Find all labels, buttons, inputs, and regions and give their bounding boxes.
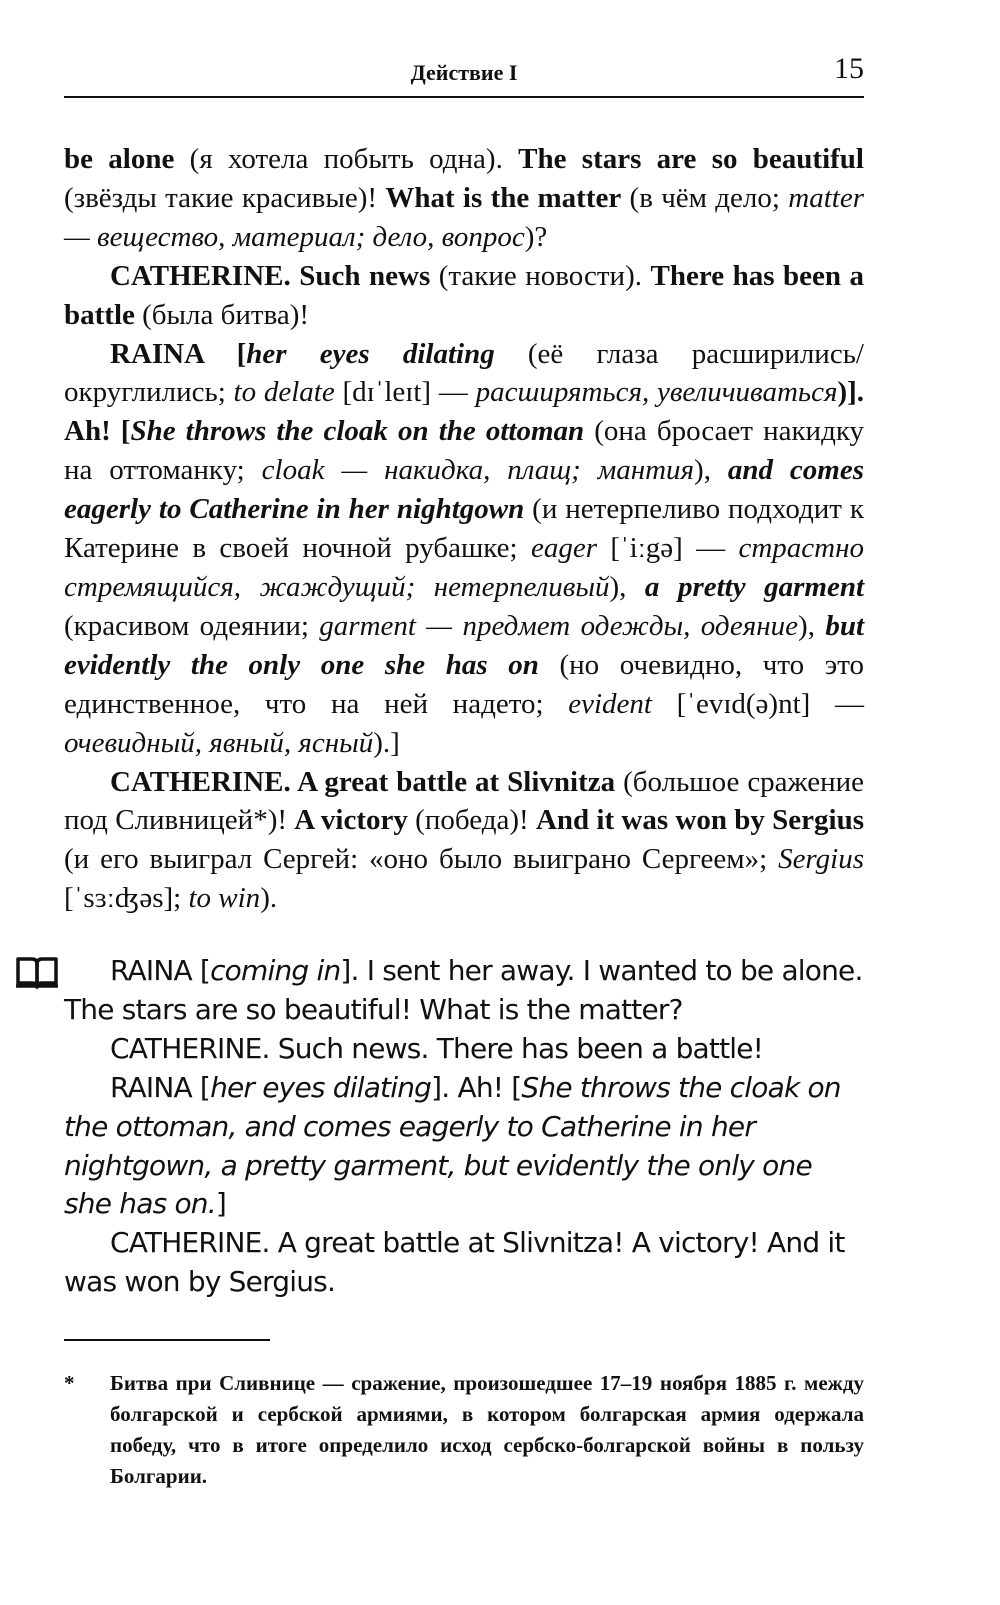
english-stage-direction: and comes eagerly to Catherine in her nightgown (64, 454, 864, 526)
russian-gloss: (её глаза расширились/округлились; (64, 337, 864, 409)
speaker-line: CATHERINE. A great battle at Slivnitza! A victory! And it was won by Sergius. (64, 1226, 845, 1299)
vocab-word: evident (568, 687, 652, 720)
english-stage-direction: but evidently the only one she has on (64, 609, 864, 681)
speaker-line: RAINA [ (110, 954, 211, 987)
russian-gloss: (большое сражение под Сливницей*)! (64, 765, 864, 837)
russian-gloss: (она бросает накидку на оттоманку; (64, 415, 864, 487)
dialogue-text: ]. Ah! [ (431, 1070, 522, 1104)
english-phrase: And it was won by Sergius (535, 804, 865, 837)
vocab-word: eager (530, 532, 597, 565)
annotated-text (64, 140, 864, 918)
original-paragraph (64, 1069, 864, 1225)
vocab-note: cloak — накидка, плащ; мантия (261, 454, 695, 487)
vocab-word: Sergius (778, 843, 864, 876)
english-phrase: RAINA [ (110, 337, 247, 370)
english-phrase: A victory (294, 804, 408, 837)
original-paragraph (64, 1030, 864, 1069)
speaker-line: CATHERINE. Such news. There has been a battle! (110, 1031, 764, 1065)
vocab-word: to delate (233, 376, 335, 409)
vocab-note: garment — предмет одежды, одеяние (319, 609, 799, 642)
russian-gloss: (и его выиграл Сергей: «оно было выиграно Сергеем»; (64, 843, 779, 876)
english-phrase: CATHERINE. Such news (110, 259, 431, 292)
russian-gloss: (и нетерпеливо подходит к Катерине в своей ночной рубашке; (64, 493, 864, 565)
russian-gloss: (звёзды такие красивые)! (64, 181, 386, 214)
english-phrase: The stars are so beautiful (518, 143, 864, 175)
english-phrase: be alone (64, 143, 175, 175)
original-paragraph (64, 1224, 864, 1302)
russian-gloss: )? (524, 220, 548, 253)
annotated-paragraph (64, 257, 864, 335)
russian-gloss: (но очевидно, что это единственное, что на ней надето; (64, 648, 865, 720)
transcription: [ˈiːgə] — (596, 532, 739, 565)
russian-gloss: ).] (373, 726, 400, 759)
russian-gloss: ), (798, 609, 826, 642)
english-phrase: )]. Ah! [ (64, 376, 865, 448)
footnote-text: Битва при Сливнице — сражение, произошедшее 17–19 ноября 1885 г. между болгарской и сербской армиями, в котором болгарская армия одержала победу, что в итоге определило исход сербско-болгарской войны в пользу Болгарии. (110, 1371, 864, 1488)
russian-gloss: ), (694, 454, 728, 487)
vocab-note: расширяться, увеличиваться (475, 376, 838, 409)
english-phrase: There has been a battle (64, 259, 864, 331)
russian-gloss: (победа)! (407, 804, 536, 837)
vocab-word: to win (188, 882, 261, 915)
transcription: [ˈsɜːʤəs]; (64, 882, 189, 915)
original-paragraph (64, 952, 864, 1030)
footnote-divider (64, 1339, 270, 1341)
dialogue-text: ]. I sent her away. I wanted to be alone. The stars are so beautiful! What is the matter? (64, 954, 863, 1026)
stage-direction: She throws the cloak on the ottoman, and comes eagerly to Catherine in her nightgown, a pretty garment, but evidently the only one she has on. (64, 1070, 841, 1221)
speaker-line: RAINA [ (110, 1070, 211, 1104)
russian-gloss: (такие новости). (430, 259, 651, 292)
english-stage-direction: She throws the cloak on the ottoman (130, 415, 585, 448)
russian-gloss: ), (609, 570, 645, 603)
footnote (64, 1368, 864, 1492)
page-number: 15 (834, 52, 864, 85)
transcription: [ˈevɪd(ə)nt] — (651, 687, 864, 720)
russian-gloss: (была битва)! (134, 298, 310, 331)
section-title: Действие I (410, 60, 518, 85)
english-stage-direction: a pretty garment (644, 570, 865, 603)
page-header (64, 48, 864, 98)
annotated-paragraph (64, 335, 864, 763)
book-icon (14, 955, 60, 991)
dialogue-text: ] (215, 1187, 226, 1221)
english-phrase: What is the matter (385, 181, 622, 214)
vocab-note: очевидный, явный, ясный (64, 726, 374, 759)
vocab-note: matter — вещество, материал; дело, вопрос (64, 181, 864, 253)
transcription: [dɪˈleɪt] — (334, 376, 476, 409)
stage-direction: coming in (210, 954, 341, 987)
annotated-paragraph (64, 140, 864, 257)
russian-gloss: (красивом одеянии; (64, 609, 320, 642)
footnote-mark: * (64, 1371, 75, 1395)
english-stage-direction: her eyes dilating (246, 337, 495, 370)
english-phrase: CATHERINE. A great battle at Slivnitza (110, 765, 616, 798)
russian-gloss: (я хотела побыть одна). (174, 143, 519, 175)
vocab-note: страстно стремящийся, жаждущий; нетерпеливый (64, 532, 864, 603)
annotated-paragraph (64, 763, 864, 919)
russian-gloss: (в чём дело; (621, 181, 789, 214)
stage-direction: her eyes dilating (210, 1070, 432, 1104)
russian-gloss: ). (260, 882, 278, 915)
original-text (64, 952, 864, 1302)
